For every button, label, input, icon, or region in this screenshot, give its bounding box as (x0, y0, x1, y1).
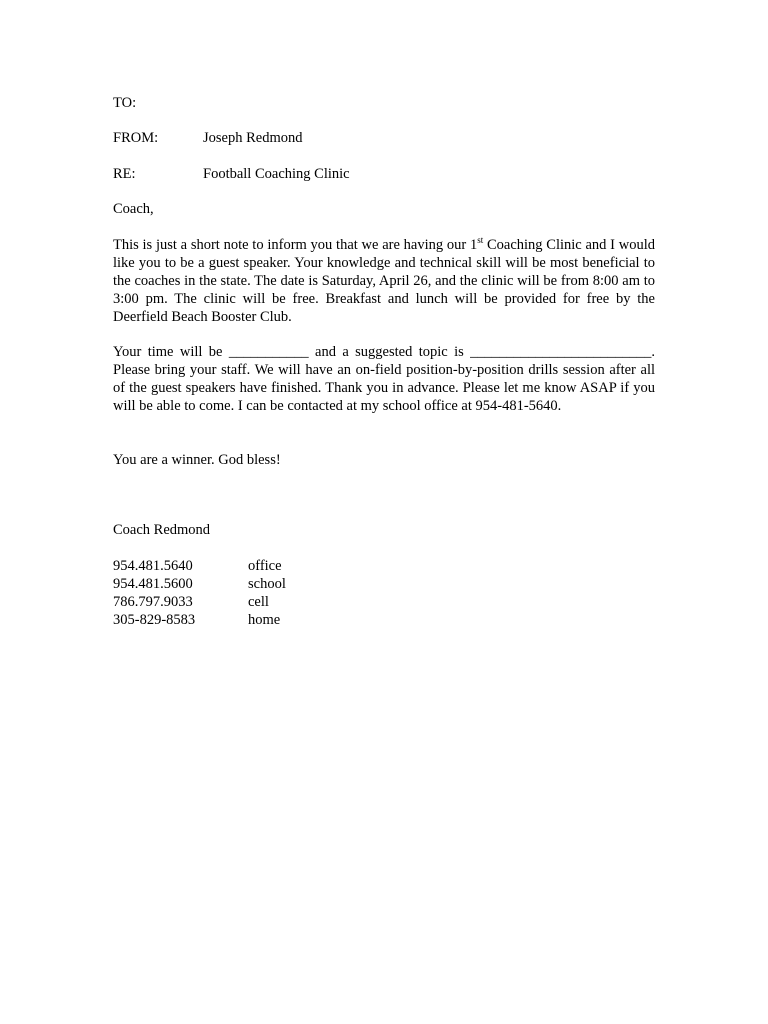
para1-text-start: This is just a short note to inform you that we are having our 1 (113, 237, 478, 253)
ordinal-suffix: st (477, 235, 484, 246)
contact-type: school (248, 576, 286, 592)
memo-re-label: RE: (113, 166, 136, 182)
para1-text-rest: Coaching Clinic and I would like you to be a guest speaker. Your knowledge and technical skill will be most beneficial to the coaches in the state. The date is Saturday, April 26, and the clinic will be from 8:00 am to 3:00 pm. The clinic will be free. Breakfast and lunch will be provided for free by the Deerfield Beach Booster Club. (113, 237, 656, 325)
contact-number: 954.481.5600 (113, 576, 193, 592)
memo-re-value: Football Coaching Clinic (203, 166, 350, 182)
contact-list (113, 557, 286, 629)
contact-number: 954.481.5640 (113, 558, 193, 574)
body-paragraph-1 (113, 236, 655, 326)
contact-row (113, 557, 286, 575)
greeting: Coach, (113, 201, 154, 217)
contact-type: office (248, 558, 282, 574)
memo-from-value: Joseph Redmond (203, 130, 303, 146)
memo-to-label: TO: (113, 95, 137, 111)
memo-re-line (113, 165, 350, 183)
memo-from-label: FROM: (113, 130, 159, 146)
contact-row (113, 593, 286, 611)
contact-type: cell (248, 594, 269, 610)
closing-line: You are a winner. God bless! (113, 452, 281, 468)
body-paragraph-2: Your time will be ___________ and a suggested topic is _________________________. Please bring your staff. We will have an on-field position-by-position drills session after all of the guest speakers have finished. Thank you in advance. Please let me know ASAP if you will be able to come. I can be contacted at my school office at 954-481-5640. (113, 344, 655, 414)
contact-type: home (248, 612, 281, 628)
contact-number: 786.797.9033 (113, 594, 193, 610)
memo-from-line (113, 129, 302, 147)
signature: Coach Redmond (113, 522, 211, 538)
contact-number: 305-829-8583 (113, 612, 196, 628)
contact-row (113, 611, 286, 629)
contact-row (113, 575, 286, 593)
memo-to-line (113, 94, 203, 112)
